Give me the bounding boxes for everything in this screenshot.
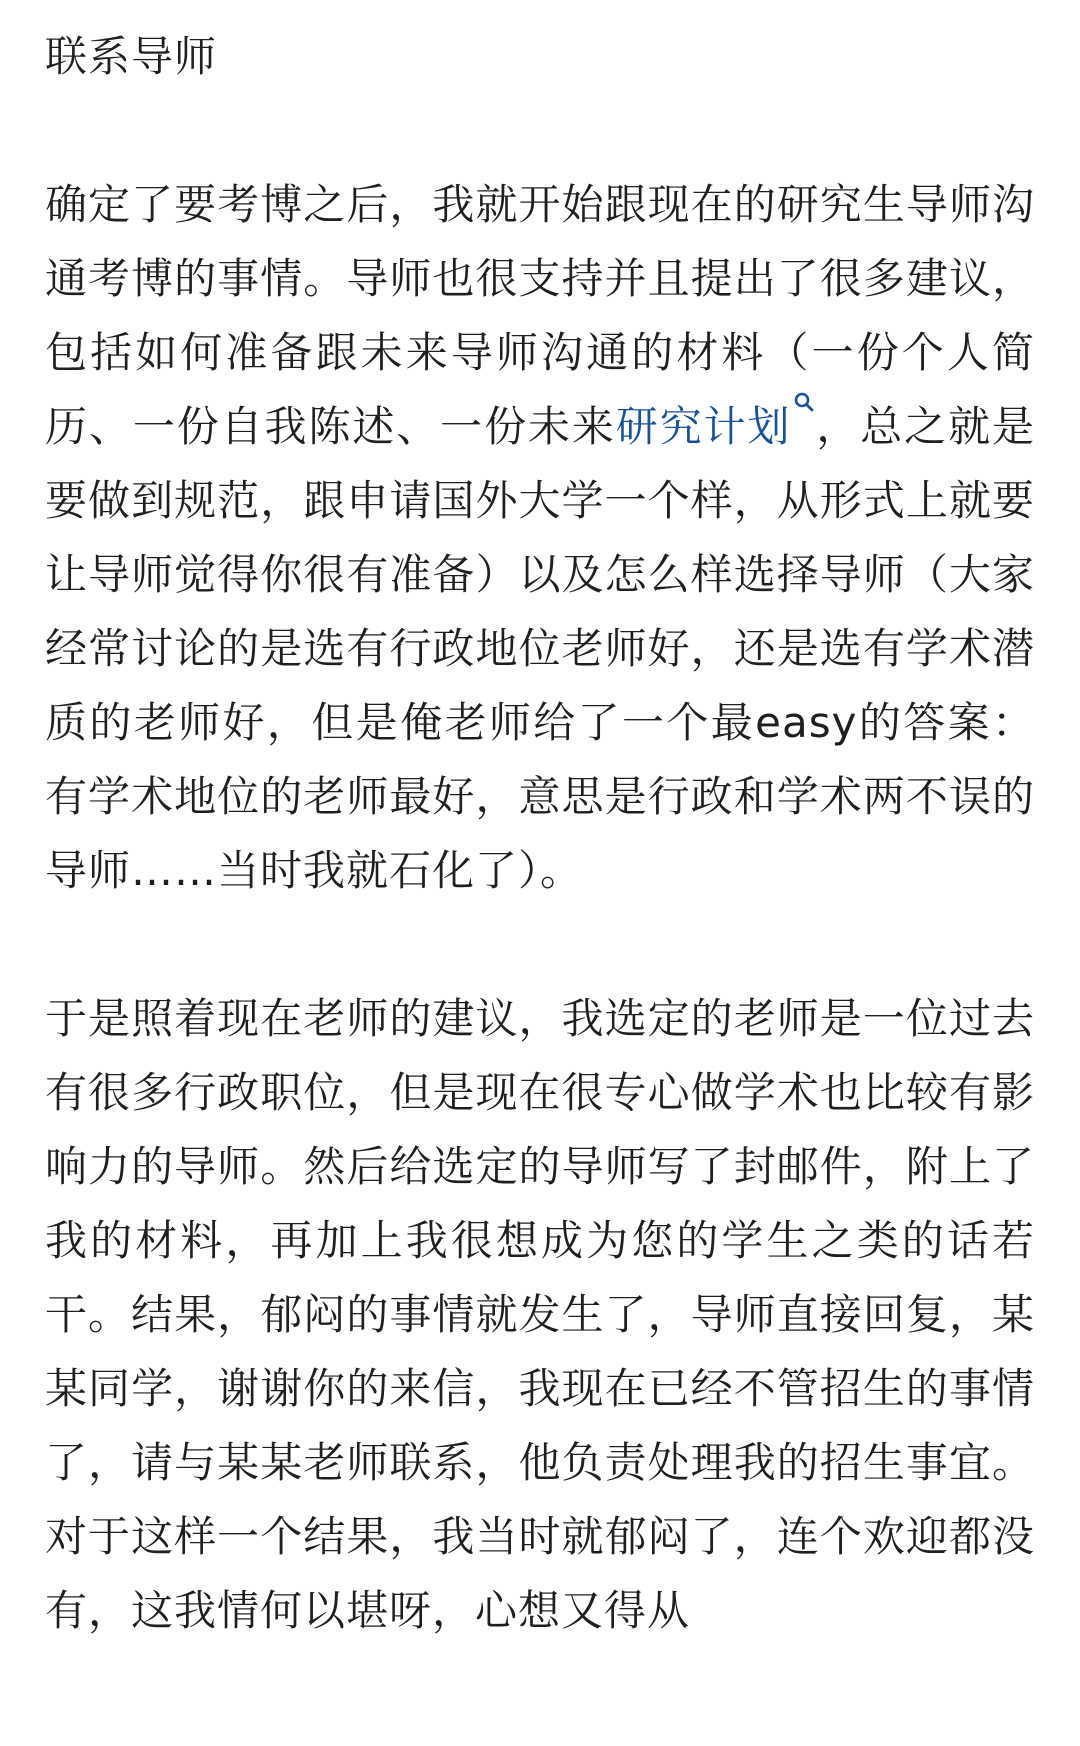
search-link-label: 研究计划 xyxy=(615,402,792,451)
paragraph-1 xyxy=(45,168,1035,908)
paragraph-1-text-after: ，总之就是要做到规范，跟申请国外大学一个样，从形式上就要让导师觉得你很有准备）以及怎么样选择导师（大家经常讨论的是选有行政地位老师好，还是选有学术潜质的老师好，但是俺老师给了一个最easy的答案：有学术地位的老师最好，意思是行政和学术两不误的导师……当时我就石化了）。 xyxy=(45,402,1035,895)
paragraph-spacer xyxy=(45,908,1035,982)
article-body xyxy=(45,20,1035,1648)
section-heading: 联系导师 xyxy=(45,32,218,81)
paragraph-2: 于是照着现在老师的建议，我选定的老师是一位过去有很多行政职位，但是现在很专心做学术也比较有影响力的导师。然后给选定的导师写了封邮件，附上了我的材料，再加上我很想成为您的学生之类的话若干。结果，郁闷的事情就发生了，导师直接回复，某某同学，谢谢你的来信，我现在已经不管招生的事情了，请与某某老师联系，他负责处理我的招生事宜。对于这样一个结果，我当时就郁闷了，连个欢迎都没有，这我情何以堪呀，心想又得从 xyxy=(45,994,1035,1635)
paragraph-1-text-before: 确定了要考博之后，我就开始跟现在的研究生导师沟通考博的事情。导师也很支持并且提出了很多建议，包括如何准备跟未来导师沟通的材料（一份个人简历、一份自我陈述、一份未来 xyxy=(45,180,1035,451)
bottom-fade xyxy=(0,1710,1080,1746)
paragraph-spacer xyxy=(45,94,1035,168)
search-icon xyxy=(793,391,815,413)
search-link-research-plan[interactable] xyxy=(616,402,816,451)
